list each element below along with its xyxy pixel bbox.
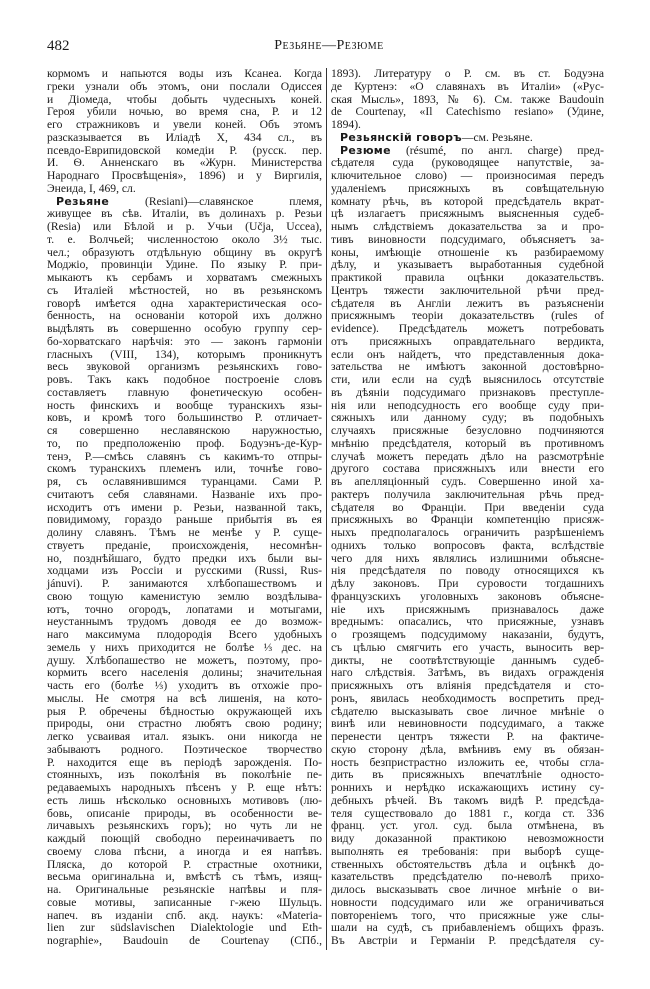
line-text: —см. Резьяне. bbox=[461, 130, 533, 144]
line-text: долину славянъ. Тѣмъ не менѣе у Р. суще- bbox=[47, 526, 322, 539]
line-text: разсказывается въ Иліадѣ X, 434 сл., въ bbox=[47, 130, 322, 144]
line-text: сѣдателя суда (руководящее напутствіе, за- bbox=[331, 156, 604, 170]
line-text: ковъ, и кромѣ того большинство Р. отличает- bbox=[47, 411, 322, 425]
line-text: своему слова пѣсни, а иногда и ея напѣвъ. bbox=[47, 844, 322, 858]
line-text: неустаннымъ трудомъ доводя ее до возмож- bbox=[47, 615, 322, 629]
line-text: Народнаго Просвѣщенія», 1896) и у Виргилія, bbox=[47, 169, 322, 182]
line-text: бовь, описаніе природы, въ особенности ве- bbox=[47, 806, 322, 820]
line-text: вреднымъ: опасались, что присяжные, узнавъ bbox=[331, 615, 604, 629]
line-text: перенести центръ тяжести Р. на фактиче- bbox=[331, 730, 604, 743]
line-text: зательства не имѣютъ законной достовѣрно- bbox=[331, 360, 604, 374]
line-text: Героя убили ночью, во время сна, Р. и 12 bbox=[47, 105, 322, 119]
line-text: присяжныхъ отъ вліянія предсѣдателя и сто- bbox=[331, 679, 604, 692]
line-text: тенэ, Р.—смѣсь славянъ съ какимъ-то отпры- bbox=[47, 449, 322, 463]
line-text: живущее въ сѣв. Италіи, въ долинахъ р. Резьи bbox=[47, 207, 322, 221]
line-text: комнату рѣчь, въ которой предсѣдатель вкрат- bbox=[331, 194, 604, 208]
line-text: нія предсѣдателя по поводу относящихся къ bbox=[331, 564, 604, 578]
entry-headword: Резьяне bbox=[56, 194, 110, 208]
line-text: чел.; образуютъ отдѣльную общину въ округѣ bbox=[47, 245, 322, 259]
line-text: 1893). Литературу о Р. см. въ ст. Бодуэна bbox=[331, 67, 604, 80]
line-text: повидимому, гораздо раньше прибытія въ ея bbox=[47, 513, 322, 527]
line-text: и Діомеда, чтобы добыть чудесныхъ коней. bbox=[47, 92, 322, 106]
line-text: И. Ѳ. Анненскаго въ «Журн. Министерства bbox=[47, 156, 322, 170]
line-text: нія или неподсудность его вообще суду при- bbox=[331, 398, 604, 412]
line-text: ственныхъ обстоятельствъ дѣла и оцѣнкѣ до- bbox=[331, 857, 604, 871]
line-text: ныхъ предполагалось ограничить разрѣшеніемъ bbox=[331, 526, 604, 539]
line-text: практикой правила оцѣнки доказательствъ. bbox=[331, 271, 604, 284]
line-text: нымъ слѣдствіемъ доказательства за и про- bbox=[331, 220, 604, 233]
line-text: скомъ туранскихъ племенъ или, точнѣе гово- bbox=[47, 462, 322, 476]
line-text: удаленіемъ присяжныхъ въ совѣщательную bbox=[331, 181, 604, 195]
text-line bbox=[47, 935, 322, 948]
running-title: Резьяне—Резюме bbox=[274, 38, 384, 53]
line-text: весь звуковой организмъ резьянскихъ гово- bbox=[47, 360, 322, 374]
line-text: цѣ излагаетъ присяжнымъ выясненныя судеб- bbox=[331, 207, 604, 221]
line-text: кормить всего населенія долины; значительная bbox=[47, 666, 322, 680]
line-text: его стражниковъ и увели коней. Объ этомъ bbox=[47, 118, 322, 131]
line-text: ютъ, точно огородъ, лопатами и мотыгами, bbox=[47, 602, 322, 616]
line-text: составляетъ главную фонетическую особен- bbox=[47, 385, 322, 399]
line-text: ніе ихъ присяжнымъ признавалось даже bbox=[331, 602, 604, 616]
line-text: ся совершенно неславянскою наружностью, bbox=[47, 424, 322, 437]
line-text: наго максимума плодородія Всего удобныхъ bbox=[47, 628, 322, 641]
line-text: совые мотивы, записанные г-жею Шульцъ. bbox=[47, 895, 322, 909]
line-text: считаютъ себя славянами. Названіе ихъ про- bbox=[47, 487, 322, 501]
line-text: весьма оригинальна и, вмѣстѣ съ тѣмъ, изящ- bbox=[47, 870, 322, 884]
line-text: мнѣнію предсѣдателя, который въ противномъ bbox=[331, 436, 604, 450]
line-text: дикты, не соотвѣтствующіе даннымъ судеб- bbox=[331, 653, 604, 667]
line-text: сяжныхъ или данному суду; въ подобныхъ bbox=[331, 411, 604, 425]
line-text: случаяхъ присяжные безусловно подчиняются bbox=[331, 424, 604, 437]
line-text: шали на судѣ, съ прибавленіемъ общихъ фразъ. bbox=[331, 921, 604, 935]
line-text: о грозящемъ подсудимому наказаніи, будутъ, bbox=[331, 628, 604, 641]
line-text: въ апелляціонный судъ. Совершенно иной ха- bbox=[331, 475, 604, 488]
line-text: теля существовало до 1881 г., когда ст. 336 bbox=[331, 806, 604, 820]
line-text: Въ Австріи и Германіи Р. предсѣдателя су- bbox=[331, 934, 604, 947]
line-text: ность безпристрастно изложить ее, чтобы сгла- bbox=[331, 755, 604, 769]
column-divider bbox=[326, 68, 327, 950]
line-text: (Resiani)—славянское племя, bbox=[109, 194, 322, 208]
line-text: съ цѣлью смягчить его участь, выносить вер- bbox=[331, 640, 604, 654]
line-text: греки узнали объ этомъ, они послали Одиссея bbox=[47, 79, 322, 93]
line-text: ровъ. Такъ какъ подобное построеніе словъ bbox=[47, 373, 322, 386]
line-text: природы, они страстно любятъ свою родину; bbox=[47, 717, 322, 731]
line-text: есть лишь нѣсколько основныхъ мотивовъ (лю- bbox=[47, 793, 322, 807]
entry-headword: Резьянскій говоръ bbox=[340, 130, 462, 144]
line-text: Пляска, до которой Р. страстные охотники, bbox=[47, 857, 322, 871]
line-text: де Куртенэ: «О славянахъ въ Италіи» («Рус- bbox=[331, 79, 604, 93]
line-text: тивъ виновности подсудимаго, объясняетъ за- bbox=[331, 232, 604, 246]
line-text: сѣдателю высказывать свое личное мнѣніе о bbox=[331, 704, 604, 718]
line-text: случаѣ можетъ передать дѣло на разсмотрѣніе bbox=[331, 449, 604, 463]
line-text: мыкаютъ къ сербамъ и хорватамъ смежныхъ bbox=[47, 271, 322, 284]
line-text: но, позднѣйшаго, будто предки ихъ были вы- bbox=[47, 551, 322, 565]
line-text: однихъ только вопросовъ факта, вслѣдствіе bbox=[331, 538, 604, 552]
line-text: стоянныхъ, изъ поколѣнія въ поколѣніе пе- bbox=[47, 768, 322, 782]
line-text: роннихъ и нерѣдко искажающихъ истину су- bbox=[331, 781, 604, 794]
line-text: рактеръ получила заключительная рѣчь пред- bbox=[331, 487, 604, 501]
line-text: evidence). Предсѣдатель можетъ потребовать bbox=[331, 322, 604, 335]
line-text: свою тощую каменистую землю воздѣлыва- bbox=[47, 589, 322, 603]
line-text: дѣлу законовъ. При суровости тогдашнихъ bbox=[331, 577, 604, 590]
line-text: гласныхъ (VIII, 134), которымъ проникнутъ bbox=[47, 347, 322, 361]
line-text: (résumé, по англ. charge) пред- bbox=[390, 143, 604, 157]
line-text: ря, съ ославянившимся туранцами. Сами Р. bbox=[47, 475, 322, 488]
line-text: франц. уст. угол. суд. была отмѣнена, въ bbox=[331, 819, 604, 833]
line-text: т. е. Волчьей; численностою около 3½ тыс. bbox=[47, 232, 322, 246]
line-text: повтореніемъ того, что присяжные уже слы- bbox=[331, 908, 604, 922]
line-text: ская Мысль», 1893, № 6). См. также Baudouin bbox=[331, 92, 604, 106]
line-text: съ Италіей мѣстностей, но въ резьянскомъ bbox=[47, 283, 322, 297]
line-text: ключительное слово) — произносимая передъ bbox=[331, 169, 604, 182]
line-text: рыя Р. обречены бѣдностью окружающей ихъ bbox=[47, 704, 322, 718]
line-text: сѣдателя во Франціи. При введеніи суда bbox=[331, 500, 604, 514]
line-text: на. Оригинальные резьянскіе напѣвы и пля- bbox=[47, 883, 322, 896]
line-text: de Courtenay, «Il Catechismo resiano» (Удине, bbox=[331, 105, 604, 119]
line-text: (Resia) или Бѣлой и р. Учьи (Učja, Uccea), bbox=[47, 220, 322, 233]
entry-headword: Резюме bbox=[340, 143, 391, 157]
line-text: сти, или если на судѣ выяснилось отсутствіе bbox=[331, 373, 604, 386]
line-text: забываютъ родного. Поэтическое творчество bbox=[47, 742, 322, 756]
line-text: Энеида, I, 469, сл. bbox=[47, 181, 136, 195]
line-text: редаваемыхъ народныхъ пѣсенъ у Р. еще нѣтъ: bbox=[47, 781, 322, 794]
left-column bbox=[47, 68, 322, 948]
line-text: каждый поющій свободно переиначиваетъ по bbox=[47, 832, 322, 845]
line-text: дить въ присяжныхъ впечатлѣніе односто- bbox=[331, 768, 604, 782]
line-text: выполнять ея требованія: при выборѣ суще- bbox=[331, 844, 604, 858]
line-text: кормомъ и напьются воды изъ Ксанеа. Когда bbox=[47, 67, 322, 80]
line-text: личавыхъ резьянскихъ горъ); но чуть ли не bbox=[47, 819, 322, 833]
line-text: говорѣ имѣется одна характеристическая осо- bbox=[47, 296, 322, 310]
line-text: французскихъ уголовныхъ законовъ объясне- bbox=[331, 589, 604, 603]
line-text: мыслы. Не смотря на всѣ лишенія, на кото- bbox=[47, 691, 322, 705]
right-column bbox=[331, 68, 604, 948]
line-text: сѣдателя въ Англіи лежитъ въ разъясненіи bbox=[331, 296, 604, 310]
text-line bbox=[331, 935, 604, 948]
line-text: дебныхъ рѣчей. Въ такомъ видѣ Р. предсѣда- bbox=[331, 793, 604, 807]
line-text: ствуетъ преданіе, происхожденія, несомнѣн- bbox=[47, 538, 322, 552]
line-text: 1894). bbox=[331, 118, 361, 131]
line-text: ходцами изъ Россіи и русскими (Russi, Rus- bbox=[47, 564, 322, 578]
line-text: скую сторону дѣла, вмѣнивъ ему въ обязан- bbox=[331, 742, 604, 756]
line-text: новности подсудимаго или же ограничиваться bbox=[331, 895, 604, 909]
page-number: 482 bbox=[47, 38, 70, 54]
line-text: другого состава присяжныхъ или внести его bbox=[331, 462, 604, 476]
line-text: lien zur südslavischen Dialektologie und Eth- bbox=[47, 921, 322, 935]
text-line bbox=[331, 106, 604, 119]
line-text: легко усваивая итал. языкъ. они никогда не bbox=[47, 730, 322, 743]
line-text: коны, имѣющіе отношеніе къ разбираемому bbox=[331, 245, 604, 259]
line-text: если онъ найдетъ, что представленныя дока- bbox=[331, 347, 604, 361]
line-text: наго слѣдствія. Затѣмъ, въ видахъ огражденія bbox=[331, 666, 604, 680]
line-text: напеч. въ изданіи спб. акд. наукъ: «Materia- bbox=[47, 908, 322, 922]
line-text: душу. Хлѣбопашество не можетъ, поэтому, про- bbox=[47, 653, 322, 667]
line-text: въ дѣяніи подсудимаго признаковъ преступле- bbox=[331, 385, 604, 399]
line-text: отъ присяжныхъ оправдательнаго вердикта, bbox=[331, 334, 604, 348]
line-text: выдѣлять въ совершенно особую группу сер- bbox=[47, 322, 322, 335]
line-text: исходитъ отъ имени р. Резьи, названной такъ, bbox=[47, 500, 322, 514]
line-text: то, по предположенію проф. Бодуэнъ-де-Кур- bbox=[47, 436, 322, 450]
line-text: Центръ тяжести заключительной рѣчи пред- bbox=[331, 283, 604, 297]
line-text: часть его (болѣе ⅓) уходитъ въ отхожіе про- bbox=[47, 679, 322, 692]
line-text: винѣ или невиновности подсудимаго, а также bbox=[331, 717, 604, 731]
line-text: псевдо-Еврипидовской комедіи Р. (русск. пер. bbox=[47, 143, 322, 157]
line-text: ронъ, явилась необходимость воспретить пред- bbox=[331, 691, 604, 705]
line-text: присяжныхъ во Франціи компетенцію присяж- bbox=[331, 513, 604, 527]
line-text: nographie», Baudouin de Courtenay (СПб., bbox=[47, 934, 322, 947]
line-text: казательствъ предсѣдателю по-неволѣ прихо- bbox=[331, 870, 604, 884]
line-text: бенность, на основаніи которой ихъ должно bbox=[47, 309, 322, 323]
line-text: виду доказанной практикою невозможности bbox=[331, 832, 604, 845]
line-text: присяжнымъ теоріи доказательствъ (rules of bbox=[331, 309, 604, 323]
line-text: Моджіо, провинціи Удине. По языку Р. при- bbox=[47, 258, 322, 272]
line-text: дѣлу, и указываетъ выработанныя судебной bbox=[331, 258, 604, 272]
line-text: бо-хорватскаго нарѣчія: это — законъ гармоніи bbox=[47, 334, 322, 348]
line-text: земель у нихъ приходится не болѣе ⅓ дес. на bbox=[47, 640, 322, 654]
line-text: дилось высказывать свое личное мнѣніе о ви- bbox=[331, 883, 604, 896]
line-text: ность финскихъ и вообще туранскихъ язы- bbox=[47, 398, 322, 412]
line-text: чего для нихъ являлись излишними объясне- bbox=[331, 551, 604, 565]
line-text: jánuvi). Р. занимаются хлѣбопашествомъ и bbox=[47, 577, 322, 590]
line-text: Р. находится еще въ періодѣ зарожденія. По- bbox=[47, 755, 322, 769]
